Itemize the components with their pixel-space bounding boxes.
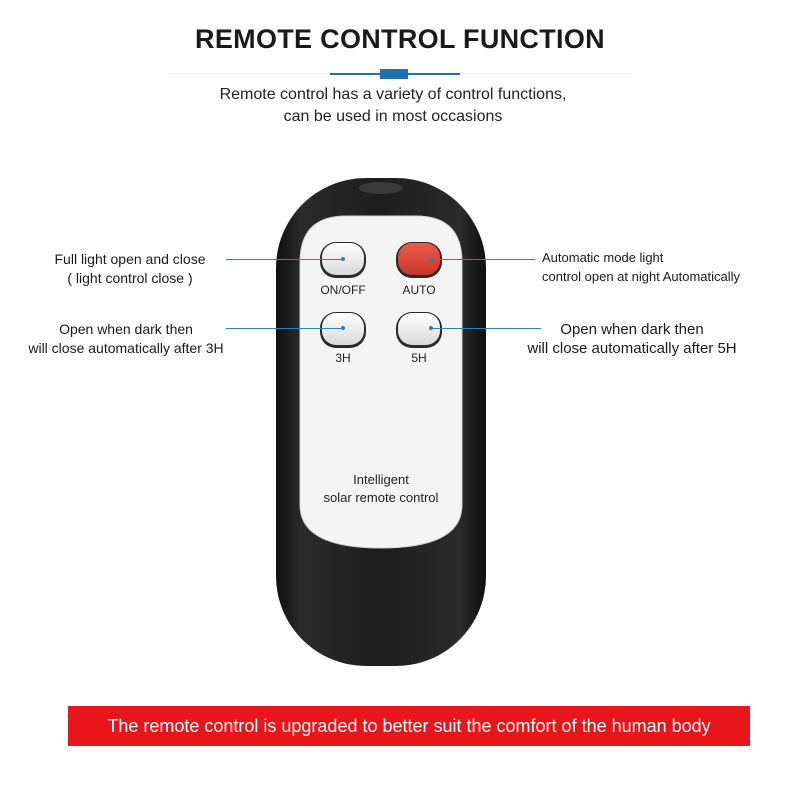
5h-button[interactable] [396, 312, 442, 348]
5h-label: 5H [411, 351, 427, 365]
subtitle-line-1: Remote control has a variety of control functions, [219, 86, 567, 103]
3h-callout-line-1: Open when dark then [59, 321, 193, 337]
subtitle-line-2: can be used in most occasions [283, 108, 503, 125]
auto-callout [542, 248, 792, 286]
auto-label: AUTO [402, 283, 436, 297]
3h-leader-line [226, 328, 343, 329]
auto-callout-line-2: control open at night Automatically [542, 269, 741, 284]
3h-callout [20, 320, 232, 358]
3h-callout-line-2: will close automatically after 3H [28, 340, 224, 356]
onoff-leader-line [226, 259, 343, 260]
5h-callout-line-2: will close automatically after 5H [527, 340, 737, 357]
page-title: REMOTE CONTROL FUNCTION [195, 24, 605, 54]
3h-label: 3H [335, 351, 351, 365]
onoff-callout-line-2: ( light control close ) [67, 270, 193, 286]
remote-text-line-1: Intelligent [353, 472, 409, 487]
onoff-callout-line-1: Full light open and close [54, 251, 206, 267]
remote-text-line-2: solar remote control [323, 490, 439, 505]
remote-top-notch [359, 182, 403, 194]
auto-button[interactable] [396, 242, 442, 278]
onoff-label: ON/OFF [320, 283, 366, 297]
5h-callout [512, 320, 752, 358]
5h-callout-line-1: Open when dark then [560, 321, 704, 338]
auto-callout-line-1: Automatic mode light [542, 250, 664, 265]
onoff-callout [30, 250, 230, 288]
auto-leader-line [431, 259, 535, 260]
bottom-banner: The remote control is upgraded to better suit the comfort of the human body [68, 706, 750, 746]
